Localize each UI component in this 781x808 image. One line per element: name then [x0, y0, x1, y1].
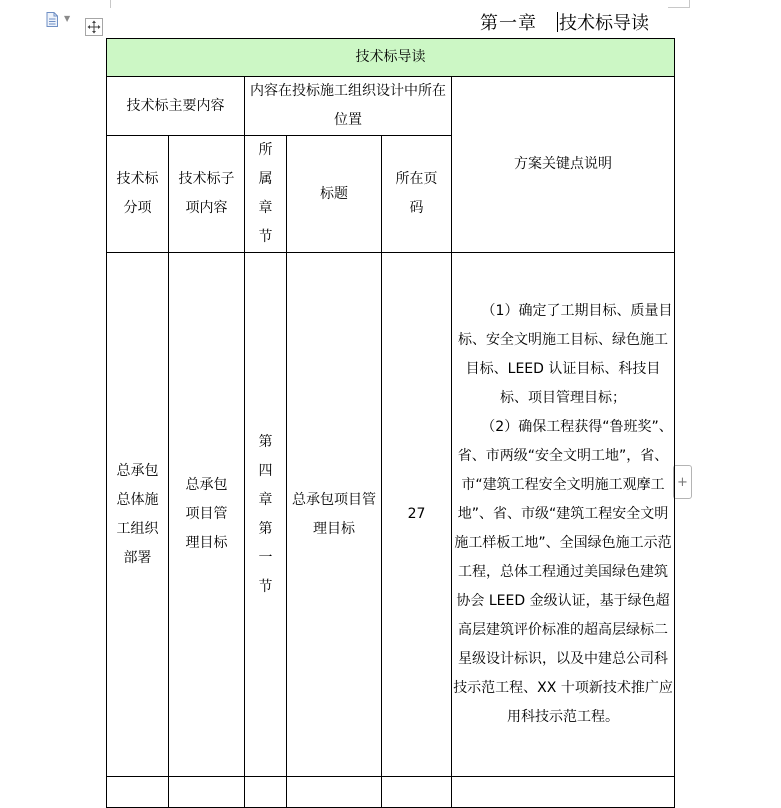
page-corner-mark: [668, 7, 690, 8]
page-corner-mark: [689, 0, 690, 8]
cell-page[interactable]: 27: [382, 253, 452, 777]
guide-table: [106, 38, 675, 808]
cell-category[interactable]: 总承包总体施工组织部署: [107, 253, 169, 777]
move-arrows-icon: [87, 20, 101, 34]
cell-page-next[interactable]: [382, 777, 452, 808]
chevron-down-icon[interactable]: ▼: [64, 14, 71, 23]
page-corner-mark: [110, 0, 111, 8]
table-row: [107, 253, 675, 777]
cell-subitem[interactable]: 总承包项目管理目标: [169, 253, 245, 777]
desc-paragraph-2: （2）确保工程获得“鲁班奖”、省、市两级“安全文明工地”，省、市“建筑工程安全文明施工观摩工地”、省、市级“建筑工程安全文明施工样板工地”、全国绿色施工示范工程，总体工程通过美国绿色建筑协会 LEED 金级认证，基于绿色超高层建筑评价标准的超高层绿标二星级设计标识，以及中建总公司科技示范工程、XX 十项新技术推广应用科技示范工程。: [453, 419, 673, 725]
document-icon[interactable]: [46, 12, 58, 27]
header-subitem[interactable]: 技术标子项内容: [169, 136, 245, 253]
desc-paragraph-1: （1）确定了工期目标、质量目标、安全文明施工目标、绿色施工目标、LEED 认证目标、科技目标、项目管理目标；: [458, 303, 673, 406]
cell-section[interactable]: 第四章第一节: [245, 253, 287, 777]
cell-description-next[interactable]: [452, 777, 675, 808]
cell-section-next[interactable]: [245, 777, 287, 808]
cell-heading-next[interactable]: [287, 777, 382, 808]
add-column-button[interactable]: [673, 465, 692, 499]
cell-heading[interactable]: 总承包项目管理目标: [287, 253, 382, 777]
chapter-label: 第一章: [480, 13, 537, 34]
plus-icon: +: [677, 474, 688, 490]
header-section[interactable]: 所属章节: [245, 136, 287, 253]
header-description[interactable]: 方案关键点说明: [452, 77, 675, 253]
table-move-handle[interactable]: [85, 18, 103, 36]
header-category[interactable]: 技术标分项: [107, 136, 169, 253]
cell-description[interactable]: [452, 253, 675, 777]
header-main-content[interactable]: 技术标主要内容: [107, 77, 245, 136]
header-page[interactable]: 所在页码: [382, 136, 452, 253]
table-row: [107, 777, 675, 808]
header-position[interactable]: 内容在投标施工组织设计中所在位置: [245, 77, 452, 136]
cell-category-next[interactable]: [107, 777, 169, 808]
table-title[interactable]: 技术标导读: [107, 39, 675, 77]
header-title[interactable]: 技术标导读: [559, 13, 649, 34]
header-heading[interactable]: 标题: [287, 136, 382, 253]
text-cursor: [557, 12, 558, 32]
page-header: [480, 10, 649, 38]
cell-subitem-next[interactable]: [169, 777, 245, 808]
